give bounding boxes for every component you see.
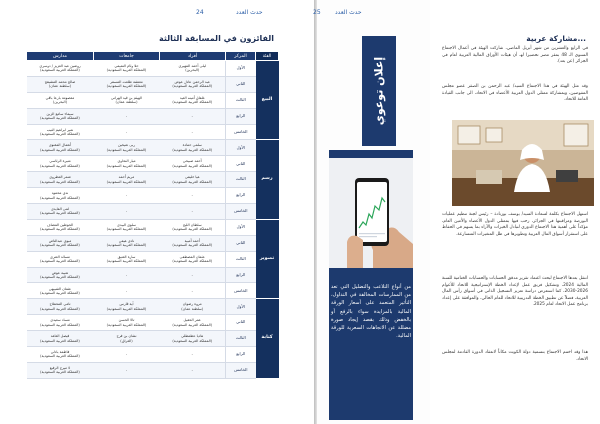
university-winner-cell: - [94, 267, 160, 283]
university-winner-cell: نشان بن فرح (العراق) [94, 331, 160, 347]
table-body [27, 61, 279, 379]
rank-cell: الأول [226, 61, 256, 77]
article-paragraph: انتقل بعدها الاجتماع لبحث اعتماد تقرير مدقق الحسابات والحسابات الختامية للسنة المالية 2024، وتشكيل فريق عمل لإعداد الخطة الإستراتيجية للاتحاد للأعوام 2026-2030، كما استعرض دراسة تعزيز التسجيل الذاتي في أسواق رأس المال العربية، فضلاً عن تطبيق الخطة التدريبية للاتحاد للعام الحالي، والموافقة على إعداد برنامج عمل الاتحاد لعام 2025. [442, 276, 588, 308]
table-row [27, 299, 279, 315]
column-header: مدارس [27, 52, 94, 61]
rank-cell: الثالث [226, 251, 256, 267]
university-winner-cell: ميار النحاوي (المملكة العربية السعودية) [94, 156, 160, 172]
rank-cell: الأول [226, 299, 256, 315]
running-head: حدث العدد [335, 9, 362, 16]
university-winner-cell: - [94, 204, 160, 220]
school-winner-cell: ندى محمود (المملكة العربية السعودية) [27, 188, 94, 204]
man-at-desk-icon [452, 120, 594, 206]
column-header: أفراد [160, 52, 226, 61]
rank-cell: الخامس [226, 283, 256, 299]
university-winner-cell: - [94, 108, 160, 124]
page-26 [430, 0, 600, 424]
table-row [27, 362, 279, 378]
school-winner-cell: نمير ابراهيم النيب (المملكة العربية السعودية) [27, 124, 94, 140]
individual-winner-cell: - [160, 204, 226, 220]
rank-cell: الرابع [226, 347, 256, 363]
rank-cell: الخامس [226, 362, 256, 378]
university-winner-cell: تالا الحسن (المملكة العربية السعودية) [94, 315, 160, 331]
school-winner-cell: الحوطين المضاف (المملكة العربية السعودية) [27, 219, 94, 235]
rank-cell: الخامس [226, 124, 256, 140]
phone-trading-photo [329, 158, 413, 268]
university-winner-cell: سلوى البيدي (المملكة العربية السعودية) [94, 219, 160, 235]
table-row [27, 283, 279, 299]
school-winner-cell: مبوي عبدالناص (المملكة العربية السعودية) [27, 235, 94, 251]
school-winner-cell: فاطمة بادلي (المملكة العربية السعودية) [27, 347, 94, 363]
individual-winner-cell: أحمد صبيحي (المملكة العربية السعودية) [160, 156, 226, 172]
category-cell: تصوير [256, 219, 279, 298]
article-paragraph: استهل الاجتماع بكلمة لسعادة السيد/ يوسف بوزنادة – رئيس لجنة تنظيم عمليات البورصة ومراقبتها في الجزائر، رحب فيها بممثلي الدول الأعضاء والأمين العام، مؤكداً على أهمية هذا الاجتماع الدوري لتبادل الخبرات والآراء بما يسهم في الحفاظ على استقرار أسواق المال العربية وتطويرها في ظل المتغيرات المتسارعة. [442, 212, 588, 237]
rank-cell: الثاني [226, 235, 256, 251]
school-winner-cell: أنغمال المغنوي (المملكة العربية السعودية) [27, 140, 94, 156]
table-row [27, 140, 279, 156]
university-winner-cell: نادي هيفي (المملكة العربية السعودية) [94, 235, 160, 251]
school-winner-cell: معصومة بارعا باقي (البحرين) [27, 92, 94, 108]
individual-winner-cell: هاديا عظمطلي (المملكة العربية السعودية) [160, 331, 226, 347]
article-paragraph: هذا وقد اختتم الاجتماع بتسمية دولة الكويت مكاناً لانعقاد الدورة القادمة لمجلس الاتحاد. [442, 350, 588, 362]
table-row [27, 315, 279, 331]
individual-winner-cell: أحمد أمبية (المملكة العربية السعودية) [160, 235, 226, 251]
individual-winner-cell: - [160, 188, 226, 204]
table-row [27, 251, 279, 267]
individual-winner-cell: - [160, 267, 226, 283]
rank-cell: الرابع [226, 108, 256, 124]
table-row [27, 124, 279, 140]
column-header: الفئة [256, 52, 279, 61]
school-winner-cell: فيصل العاهد (المملكة العربية السعودية) [27, 331, 94, 347]
school-winner-cell: شيبة عوض (المملكة العربية السعودية) [27, 267, 94, 283]
university-winner-cell: آية قارس (المملكة العربية السعودية) [94, 299, 160, 315]
school-winner-cell: روضين عبد العزيز / دوسري (المملكة العربية السعودية) [27, 61, 94, 77]
article-title: ...مشاركة عربية [526, 34, 586, 43]
article-paragraph: وقد مثل الهيئة في هذا الاجتماع السيد/ عبد الرحمن بن الصقر عضو مجلس المفوضين، وبمشاركة ممثلي الدول العربية الأعضاء في الاتحاد، الى جانب القيادة العامة للاتحاد. [442, 84, 588, 103]
individual-winner-cell: عمر الحقيل (المملكة العربية السعودية) [160, 315, 226, 331]
rank-cell: الأول [226, 140, 256, 156]
table-row [27, 204, 279, 220]
rank-cell: الثالث [226, 172, 256, 188]
school-winner-cell: لمى الفايدي (المملكة العربية السعودية) [27, 204, 94, 220]
school-winner-cell: عثمان الشيبهي (المملكة العربية السعودية) [27, 283, 94, 299]
individual-winner-cell: غلفاق أمينه العيد (المملكة العربية السعودية) [160, 92, 226, 108]
university-winner-cell: سارة العتيق (المملكة العربية السعودية) [94, 251, 160, 267]
individual-winner-cell: - [160, 108, 226, 124]
rank-cell: الثالث [226, 331, 256, 347]
university-winner-cell: الهيثم بن قيد الهراني (سلطنة عمان) [94, 92, 160, 108]
university-winner-cell: - [94, 124, 160, 140]
individual-winner-cell: ليلى أحمد المهيري (البحرين) [160, 61, 226, 77]
vertical-title-text: إعلان توعوي [372, 56, 386, 126]
individual-winner-cell: هيا خليفي (المملكة العربية السعودية) [160, 172, 226, 188]
category-cell: كتابة [256, 299, 279, 378]
winners-table [26, 51, 279, 379]
rank-cell: الثالث [226, 92, 256, 108]
phone-chart-icon [329, 158, 413, 268]
table-row [27, 347, 279, 363]
table-row [27, 76, 279, 92]
individual-winner-cell: - [160, 347, 226, 363]
category-cell: البيع [256, 61, 279, 140]
table-row [27, 172, 279, 188]
school-winner-cell: مساد سعيدي (المملكة العربية السعودية) [27, 315, 94, 331]
rank-cell: الرابع [226, 188, 256, 204]
school-winner-cell: سيماء سامع الزين (المملكة العربية السعودية) [27, 108, 94, 124]
meeting-photo [452, 120, 594, 206]
rank-cell: الرابع [226, 267, 256, 283]
table-row [27, 108, 279, 124]
university-winner-cell: - [94, 188, 160, 204]
table-row [27, 188, 279, 204]
table-row [27, 235, 279, 251]
table-row [27, 219, 279, 235]
university-winner-cell: معتشة طلعت المسفر (المملكة العربية السعودية) [94, 76, 160, 92]
article-paragraph: في الرابع والعشرين من شهر أبريل الماضي، شاركت الهيئة في أعمال الاجتماع السنوي الـ 48 بمقر مصر تحضيرا لهـ أن هيئات الأوراق المالية العربية لعام في الجزائر (عن بعد). [442, 46, 588, 65]
running-head: حدث العدد [236, 9, 263, 16]
vertical-title [362, 36, 396, 146]
university-winner-cell: حلا وئام التميمي (المملكة العربية السعودية) [94, 61, 160, 77]
page-number: 24 [196, 9, 204, 16]
rank-cell: الخامس [226, 204, 256, 220]
university-winner-cell: ربى شيخين (المملكة العربية السعودية) [94, 140, 160, 156]
column-header: المركز [226, 52, 256, 61]
individual-winner-cell: - [160, 362, 226, 378]
individual-winner-cell: عبد الرحمن عادل عوض (المملكة العربية السعودية) [160, 76, 226, 92]
school-winner-cell: شمر العطروي (المملكة العربية السعودية) [27, 172, 94, 188]
table-row [27, 92, 279, 108]
university-winner-cell: مريم أحمد (المملكة العربية السعودية) [94, 172, 160, 188]
column-header: جامعات [94, 52, 160, 61]
awareness-body-text: من أنواع التلاعب والتضليل التي تعد من الممارسات المخالفة في التداول، التأثير المتعمد على أسعار الورقة المالية بالمزايدة سواء بالرفع أو بالخفض وذلك بقصد إيجاد صورة مضللة عن الاتجاهات السعرية للورقة المالية. [331, 284, 411, 340]
school-winner-cell: صالح محمد المشيقح (سلطنة عمان) [27, 76, 94, 92]
rank-cell: الأول [226, 219, 256, 235]
table-row [27, 331, 279, 347]
category-cell: رسم [256, 140, 279, 219]
individual-winner-cell: سلمى حمادة (المملكة العربية السعودية) [160, 140, 226, 156]
table-row [27, 267, 279, 283]
individual-winner-cell: سلطان الليح (المملكة العربية السعودية) [160, 219, 226, 235]
individual-winner-cell: - [160, 283, 226, 299]
table-row [27, 156, 279, 172]
individual-winner-cell: - [160, 124, 226, 140]
rank-cell: الثاني [226, 76, 256, 92]
school-winner-cell: مسائد العترى (المملكة العربية السعودية) [27, 251, 94, 267]
individual-winner-cell: عثمان المصطفى (المملكة العربية السعودية) [160, 251, 226, 267]
school-winner-cell: تامي المحفلاح (المملكة العربية السعودية) [27, 299, 94, 315]
university-winner-cell: - [94, 283, 160, 299]
page-number: 25 [313, 9, 321, 16]
table-title: الفائزون في المسابقة الثالثة [159, 34, 274, 43]
rank-cell: الثاني [226, 315, 256, 331]
university-winner-cell: - [94, 362, 160, 378]
school-winner-cell: لا ميرج الرفيع (المملكة العربية السعودية) [27, 362, 94, 378]
individual-winner-cell: مروة رضوان (سلطنة عمان) [160, 299, 226, 315]
table-row [27, 61, 279, 77]
table-header-row [27, 52, 279, 61]
school-winner-cell: منيرة الرئاسي (المملكة العربية السعودية) [27, 156, 94, 172]
university-winner-cell: - [94, 347, 160, 363]
rank-cell: الثاني [226, 156, 256, 172]
